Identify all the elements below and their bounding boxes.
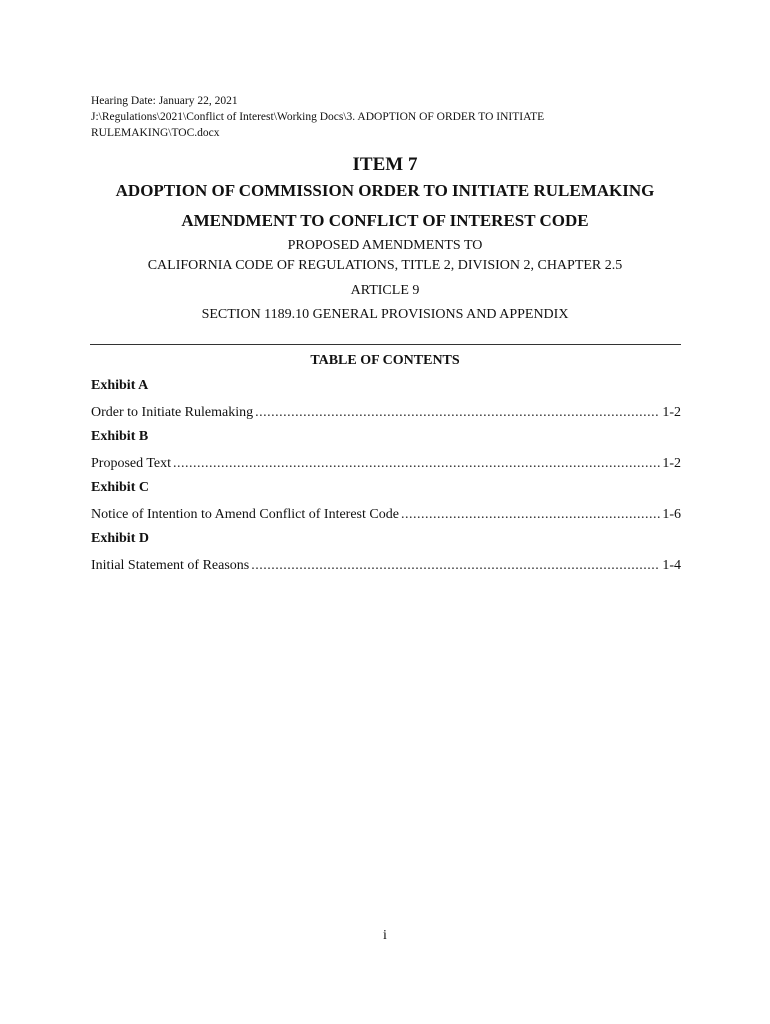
- document-header: [91, 93, 691, 141]
- dot-leader: [173, 455, 660, 473]
- toc-entry-exhibit-d[interactable]: [91, 557, 681, 575]
- toc-entry-label: Proposed Text: [91, 456, 172, 471]
- toc-entry-pages: 1-2: [662, 456, 681, 471]
- toc-heading: TABLE OF CONTENTS: [310, 353, 460, 368]
- horizontal-divider: [90, 344, 681, 345]
- hearing-date: Hearing Date: January 22, 2021: [91, 95, 238, 107]
- ccr-line: CALIFORNIA CODE OF REGULATIONS, TITLE 2, DIVISION 2, CHAPTER 2.5: [147, 258, 623, 273]
- proposed-amendments-line: PROPOSED AMENDMENTS TO: [287, 238, 483, 253]
- sub-title: AMENDMENT TO CONFLICT OF INTEREST CODE: [181, 211, 589, 230]
- toc-entry-exhibit-a[interactable]: [91, 404, 681, 422]
- file-path-line-1: J:\Regulations\2021\Conflict of Interest\Working Docs\3. ADOPTION OF ORDER TO INITIATE: [91, 111, 545, 123]
- toc-entry-pages: 1-6: [662, 507, 681, 522]
- toc-entry-label: Order to Initiate Rulemaking: [91, 405, 254, 420]
- item-title: ITEM 7: [352, 154, 418, 175]
- toc-entry-pages: 1-4: [662, 558, 681, 573]
- toc-entry-exhibit-b[interactable]: [91, 455, 681, 473]
- dot-leader: [251, 557, 660, 575]
- main-title: ADOPTION OF COMMISSION ORDER TO INITIATE RULEMAKING: [115, 181, 655, 200]
- file-path-line-2: RULEMAKING\TOC.docx: [91, 127, 220, 139]
- article-line: ARTICLE 9: [350, 283, 420, 298]
- dot-leader: [255, 404, 660, 422]
- section-line: SECTION 1189.10 GENERAL PROVISIONS AND APPENDIX: [201, 307, 569, 322]
- dot-leader: [401, 506, 660, 524]
- toc-entry-exhibit-c[interactable]: [91, 506, 681, 524]
- toc-entry-label: Notice of Intention to Amend Conflict of Interest Code: [91, 507, 399, 522]
- toc-entry-label: Initial Statement of Reasons: [91, 558, 250, 573]
- page-number: i: [383, 928, 387, 943]
- toc-entry-pages: 1-2: [662, 405, 681, 420]
- exhibit-a-heading: Exhibit A: [91, 378, 149, 393]
- exhibit-c-heading: Exhibit C: [91, 480, 149, 495]
- exhibit-b-heading: Exhibit B: [91, 429, 149, 444]
- exhibit-d-heading: Exhibit D: [91, 531, 149, 546]
